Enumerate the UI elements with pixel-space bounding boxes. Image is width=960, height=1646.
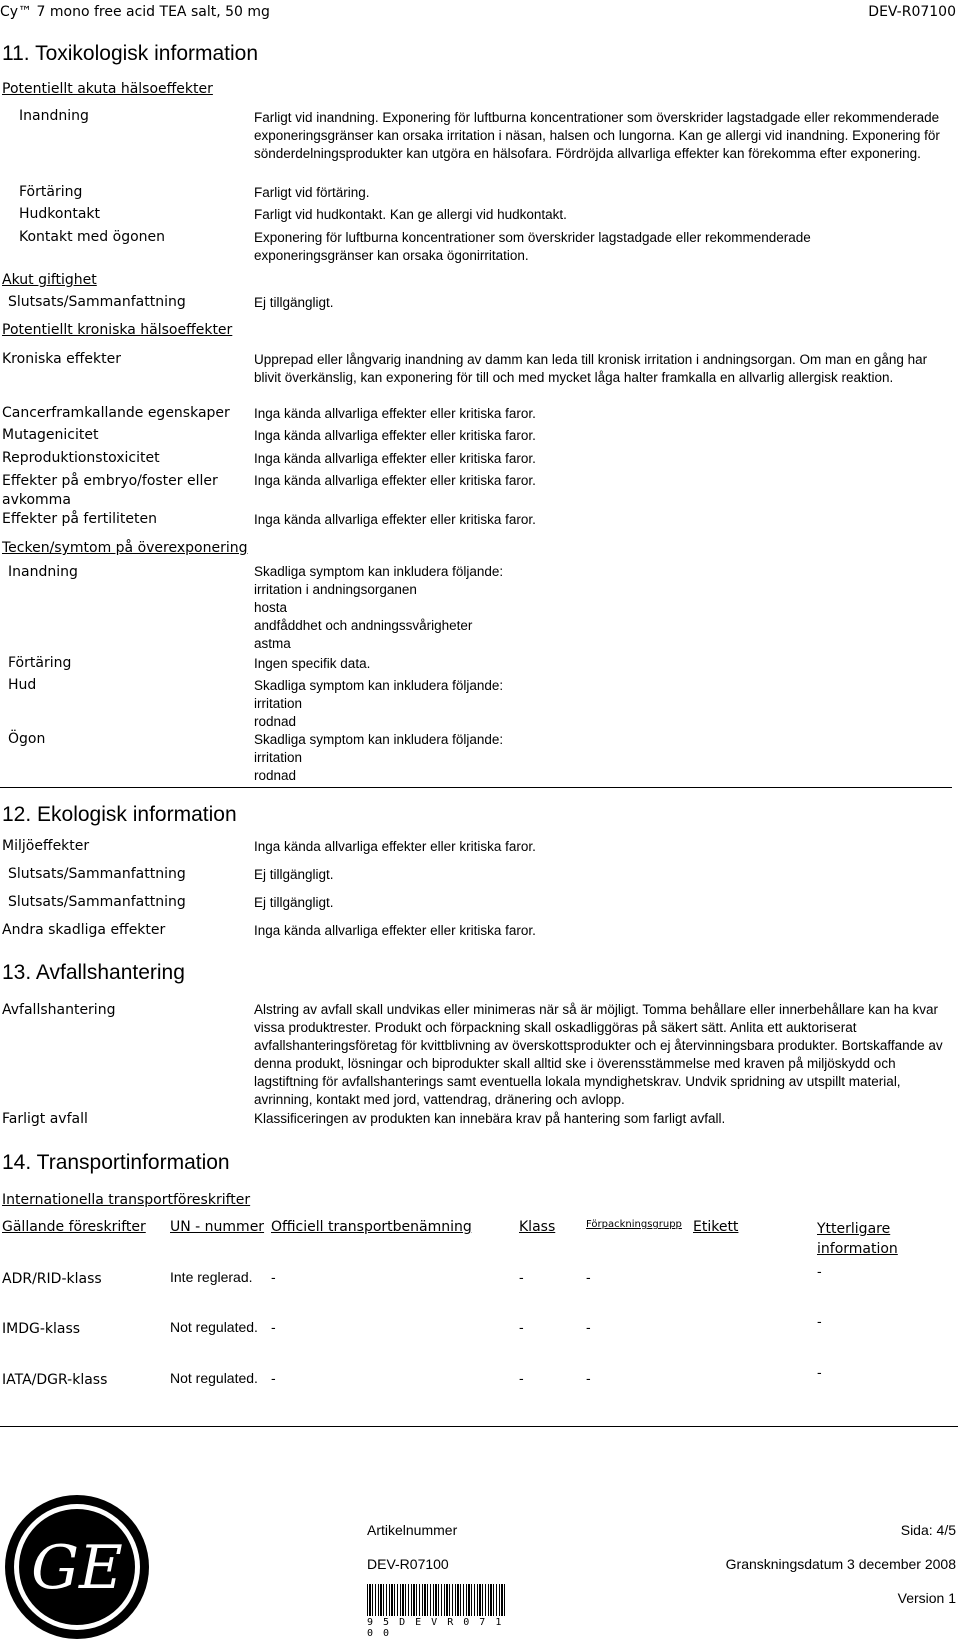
ge-logo-text: GE: [31, 1533, 123, 1603]
acute-inhal-label: Inandning: [19, 108, 89, 124]
sym-ingest-value: Ingen specifik data.: [254, 656, 371, 671]
table-row-pg: -: [586, 1269, 591, 1285]
eco-conclusion-1-label: Slutsats/Sammanfattning: [8, 866, 186, 882]
eco-conclusion-2-label: Slutsats/Sammanfattning: [8, 894, 186, 910]
sym-eye-label: Ögon: [8, 731, 46, 747]
footer-version: Version 1: [897, 1590, 956, 1606]
table-row-name: -: [271, 1370, 276, 1386]
section-divider: [0, 787, 952, 788]
section-14-title: 14. Transportinformation: [2, 1151, 230, 1174]
sym-skin-line: Skadliga symptom kan inkludera följande:: [254, 678, 504, 693]
header-code: DEV-R07100: [868, 4, 956, 20]
carc-label: Cancerframkallande egenskaper: [2, 405, 230, 421]
eco-conclusion-2-value: Ej tillgängligt.: [254, 895, 334, 910]
acute-eye-label: Kontakt med ögonen: [19, 229, 166, 245]
table-row-un: Not regulated.: [170, 1370, 258, 1386]
acute-eye-value: Exponering för luftburna koncentrationer som överskrider lagstadgade eller rekommenderade exponeringsgränser kan orsaka ögonirritation.: [254, 230, 811, 263]
sym-inhal-line: astma: [254, 636, 291, 651]
table-row-info: -: [817, 1313, 822, 1329]
col-header-shipping-name: Officiell transportbenämning: [271, 1219, 472, 1235]
table-row-class: -: [519, 1370, 524, 1386]
col-header-info: Ytterligare information: [817, 1221, 898, 1257]
acute-tox-value: Ej tillgängligt.: [254, 295, 334, 310]
other-effects-value: Inga kända allvarliga effekter eller kritiska faror.: [254, 923, 536, 938]
transport-heading: Internationella transportföreskrifter: [2, 1192, 251, 1208]
footer-divider: [0, 1426, 958, 1427]
table-row-un: Not regulated.: [170, 1319, 258, 1335]
acute-inhal-value: Farligt vid inandning. Exponering för luftburna koncentrationer som överskrider lagstadgade eller rekommenderade exponeringsgränser kan orsaka irritation i näsan, halsen och lungorna. Kan ge allergi vid inandning. Exponering för sönderdelningsprodukter kan utgöra en hälsofara. Fördröjda allvarliga effekter kan förekomma efter exponering.: [254, 110, 940, 161]
table-row-pg: -: [586, 1370, 591, 1386]
waste-value: Alstring av avfall skall undvikas eller minimeras när så är möjligt. Tomma behållare eller innerbehållare kan ha kvar vissa produktrester. Produkt och förpackning skall oskadliggöras på säkert sätt. Anlita ett auktoriserat avfallshanteringsföretag för kvittblivning av överskottsprodukter och ej återvinningsbara produkter. Bortskaffande av denna produkt, lösningar och biprodukter skall alltid ske i överensstämmelse med kraven på miljöskydd och lagstiftning för avfallshanterings samt eventuella lokala myndighetskrav. Undvik spridning av utspillt material, avrinning, kontakt med jord, vattendrag, dränering och avlopp.: [254, 1002, 943, 1107]
col-header-label: Etikett: [693, 1219, 739, 1235]
acute-tox-heading: Akut giftighet: [2, 272, 97, 288]
table-row-info: -: [817, 1263, 822, 1279]
acute-ingest-value: Farligt vid förtäring.: [254, 185, 370, 200]
header-product: Cy™ 7 mono free acid TEA salt, 50 mg: [0, 4, 270, 20]
sym-eye-line: rodnad: [254, 768, 297, 783]
barcode: [367, 1584, 507, 1639]
repro-value: Inga kända allvarliga effekter eller kritiska faror.: [254, 451, 536, 466]
fert-value: Inga kända allvarliga effekter eller kritiska faror.: [254, 512, 536, 527]
section-13-title: 13. Avfallshantering: [2, 961, 185, 984]
acute-tox-label: Slutsats/Sammanfattning: [8, 294, 186, 310]
col-header-un: UN - nummer: [170, 1219, 265, 1235]
env-value: Inga kända allvarliga effekter eller kritiska faror.: [254, 839, 536, 854]
acute-ingest-label: Förtäring: [19, 184, 83, 200]
sym-skin-line: rodnad: [254, 714, 297, 729]
barcode-bars: [367, 1584, 507, 1616]
chronic-label: Kroniska effekter: [2, 351, 121, 367]
sym-skin-values: [254, 677, 503, 731]
sym-inhal-label: Inandning: [8, 564, 78, 580]
section-11-title: 11. Toxikologisk information: [2, 42, 259, 65]
table-row-reg: ADR/RID-klass: [2, 1271, 102, 1287]
acute-skin-label: Hudkontakt: [19, 206, 100, 222]
col-header-regulation: Gällande föreskrifter: [2, 1219, 146, 1235]
sym-ingest-label: Förtäring: [8, 655, 72, 671]
col-header-class: Klass: [519, 1219, 556, 1235]
footer-article-value: DEV-R07100: [367, 1556, 449, 1572]
env-label: Miljöeffekter: [2, 838, 90, 854]
sym-inhal-line: andfåddhet och andningssvårigheter: [254, 618, 473, 633]
table-row-class: -: [519, 1269, 524, 1285]
waste-label: Avfallshantering: [2, 1002, 116, 1018]
col-header-packing-group: Förpackningsgrupp: [586, 1219, 682, 1230]
chronic-heading: Potentiellt kroniska hälsoeffekter: [2, 322, 233, 338]
chronic-value: Upprepad eller långvarig inandning av damm kan leda till kronisk irritation i andningsorgan. Om man en gång har blivit överkänslig, kan exponering för till och med mycket låga halter framkalla en allvarlig allergisk reaktion.: [254, 352, 928, 385]
footer-article-label: Artikelnummer: [367, 1522, 458, 1538]
symptoms-heading: Tecken/symtom på överexponering: [2, 540, 248, 556]
footer-page: Sida: 4/5: [900, 1522, 956, 1538]
table-row-info: -: [817, 1364, 822, 1380]
acute-skin-value: Farligt vid hudkontakt. Kan ge allergi vid hudkontakt.: [254, 207, 567, 222]
sym-skin-line: irritation: [254, 696, 303, 711]
muta-value: Inga kända allvarliga effekter eller kritiska faror.: [254, 428, 536, 443]
eco-conclusion-1-value: Ej tillgängligt.: [254, 867, 334, 882]
haz-waste-value: Klassificeringen av produkten kan innebära krav på hantering som farligt avfall.: [254, 1111, 726, 1126]
repro-label: Reproduktionstoxicitet: [2, 450, 160, 466]
footer-review-date: Granskningsdatum 3 december 2008: [725, 1556, 956, 1572]
fert-label: Effekter på fertiliteten: [2, 511, 157, 527]
sym-eye-values: [254, 731, 503, 785]
acute-heading: Potentiellt akuta hälsoeffekter: [2, 81, 213, 97]
table-row-reg: IATA/DGR-klass: [2, 1372, 108, 1388]
section-12-title: 12. Ekologisk information: [2, 803, 237, 826]
embryo-value: Inga kända allvarliga effekter eller kritiska faror.: [254, 473, 536, 488]
barcode-text: 9 5 D E V R 0 7 1 0 0: [367, 1617, 504, 1639]
sym-inhal-line: hosta: [254, 600, 288, 615]
muta-label: Mutagenicitet: [2, 427, 99, 443]
sym-eye-line: Skadliga symptom kan inkludera följande:: [254, 732, 504, 747]
sym-eye-line: irritation: [254, 750, 303, 765]
embryo-label: Effekter på embryo/foster eller avkomma: [2, 473, 218, 508]
carc-value: Inga kända allvarliga effekter eller kritiska faror.: [254, 406, 536, 421]
other-effects-label: Andra skadliga effekter: [2, 922, 166, 938]
table-row-name: -: [271, 1319, 276, 1335]
table-row-name: -: [271, 1269, 276, 1285]
sym-inhal-line: Skadliga symptom kan inkludera följande:: [254, 564, 504, 579]
table-row-pg: -: [586, 1319, 591, 1335]
sym-skin-label: Hud: [8, 677, 37, 693]
ge-logo: [2, 1492, 152, 1642]
table-row-class: -: [519, 1319, 524, 1335]
table-row-reg: IMDG-klass: [2, 1321, 81, 1337]
haz-waste-label: Farligt avfall: [2, 1111, 88, 1127]
table-row-un: Inte reglerad.: [170, 1269, 253, 1285]
sym-inhal-line: irritation i andningsorganen: [254, 582, 417, 597]
sym-inhal-values: [254, 563, 503, 653]
